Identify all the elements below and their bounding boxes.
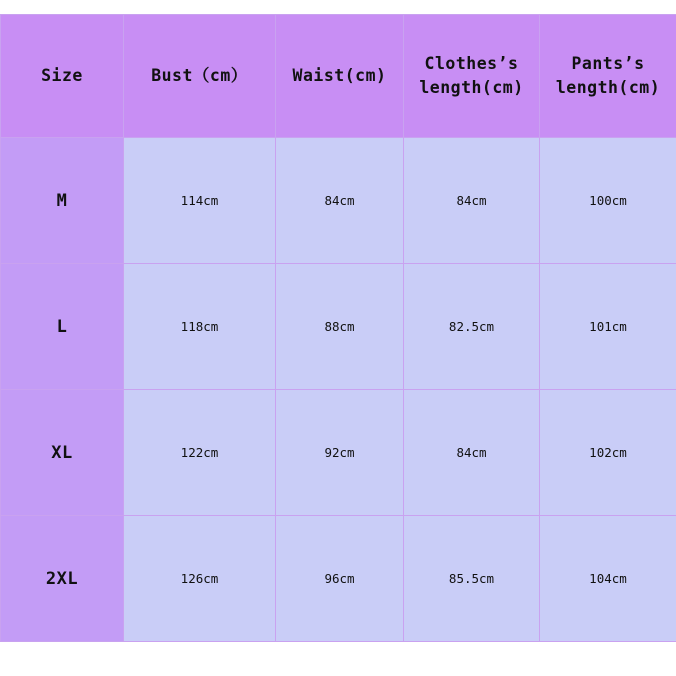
cell-size: L bbox=[1, 264, 124, 390]
column-header-size bbox=[1, 15, 124, 138]
size-chart-table bbox=[0, 14, 676, 642]
cell-bust: 114cm bbox=[124, 138, 276, 264]
cell-pants-length: 104cm bbox=[540, 516, 676, 642]
table-row bbox=[1, 138, 676, 264]
column-header-bust-line1: Bust（cm） bbox=[151, 66, 248, 86]
column-header-bust bbox=[124, 15, 276, 138]
column-header-size-line1: Size bbox=[41, 66, 83, 86]
cell-clothes-length: 84cm bbox=[404, 390, 540, 516]
column-header-waist bbox=[276, 15, 404, 138]
column-header-waist-line1: Waist(cm) bbox=[292, 66, 387, 86]
table-row bbox=[1, 516, 676, 642]
column-header-pants-length bbox=[540, 15, 676, 138]
cell-waist: 96cm bbox=[276, 516, 404, 642]
cell-size: 2XL bbox=[1, 516, 124, 642]
column-header-clothes-length-line2: length(cm) bbox=[419, 78, 524, 97]
cell-clothes-length: 85.5cm bbox=[404, 516, 540, 642]
cell-bust: 122cm bbox=[124, 390, 276, 516]
column-header-clothes-length-line1: Clothes’s bbox=[424, 54, 519, 74]
cell-clothes-length: 82.5cm bbox=[404, 264, 540, 390]
cell-size: M bbox=[1, 138, 124, 264]
column-header-clothes-length bbox=[404, 15, 540, 138]
cell-clothes-length: 84cm bbox=[404, 138, 540, 264]
cell-pants-length: 101cm bbox=[540, 264, 676, 390]
column-header-pants-length-line1: Pants’s bbox=[571, 54, 645, 74]
table-header-row bbox=[1, 15, 676, 138]
cell-waist: 92cm bbox=[276, 390, 404, 516]
cell-bust: 126cm bbox=[124, 516, 276, 642]
cell-size: XL bbox=[1, 390, 124, 516]
table-row bbox=[1, 264, 676, 390]
cell-pants-length: 102cm bbox=[540, 390, 676, 516]
cell-pants-length: 100cm bbox=[540, 138, 676, 264]
table-row bbox=[1, 390, 676, 516]
column-header-pants-length-line2: length(cm) bbox=[555, 78, 661, 97]
cell-bust: 118cm bbox=[124, 264, 276, 390]
cell-waist: 88cm bbox=[276, 264, 404, 390]
cell-waist: 84cm bbox=[276, 138, 404, 264]
